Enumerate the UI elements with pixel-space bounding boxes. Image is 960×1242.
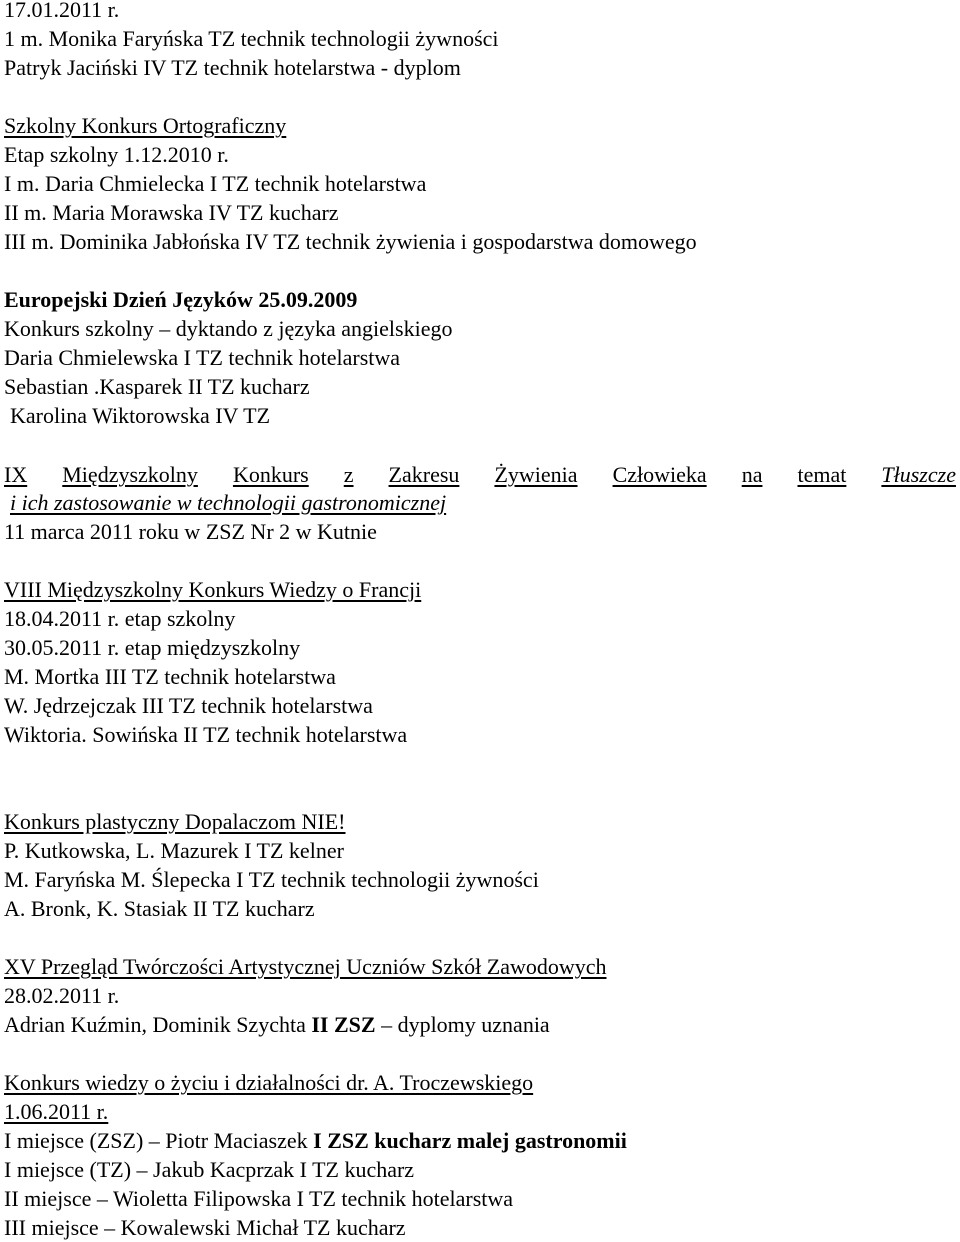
heading-word: na bbox=[741, 462, 763, 487]
contest-heading bbox=[4, 461, 956, 489]
date-line: 28.02.2011 r. bbox=[4, 983, 120, 1008]
contest-description: Konkurs szkolny – dyktando z języka angielskiego bbox=[4, 316, 453, 341]
stage-line: Etap szkolny 1.12.2010 r. bbox=[4, 142, 229, 167]
result-line: W. Jędrzejczak III TZ technik hotelarstwa bbox=[4, 693, 373, 718]
heading-word: temat bbox=[797, 462, 847, 487]
date-line: 1.06.2011 r. bbox=[4, 1099, 109, 1124]
heading-word: z bbox=[343, 462, 354, 487]
result-line: P. Kutkowska, L. Mazurek I TZ kelner bbox=[4, 838, 344, 863]
contest-heading: Szkolny Konkurs Ortograficzny bbox=[4, 113, 287, 138]
contest-heading: XV Przegląd Twórczości Artystycznej Uczniów Szkół Zawodowych bbox=[4, 954, 607, 979]
result-line: I miejsce (TZ) – Jakub Kacprzak I TZ kucharz bbox=[4, 1157, 415, 1182]
contest-details: 11 marca 2011 roku w ZSZ Nr 2 w Kutnie bbox=[4, 519, 377, 544]
date-line: 17.01.2011 r. bbox=[4, 0, 120, 22]
result-line: Patryk Jaciński IV TZ technik hotelarstwa - dyplom bbox=[4, 55, 461, 80]
result-line: 1 m. Monika Faryńska TZ technik technologii żywności bbox=[4, 26, 499, 51]
result-line bbox=[4, 1127, 627, 1155]
result-line: Sebastian .Kasparek II TZ kucharz bbox=[4, 374, 310, 399]
result-line: A. Bronk, K. Stasiak II TZ kucharz bbox=[4, 896, 315, 921]
result-class: I ZSZ kucharz malej gastronomii bbox=[313, 1128, 627, 1153]
contest-heading bbox=[4, 286, 357, 314]
heading-word: Konkurs bbox=[232, 462, 309, 487]
heading-word: IX bbox=[4, 462, 28, 487]
result-line: II miejsce – Wioletta Filipowska I TZ technik hotelarstwa bbox=[4, 1186, 514, 1211]
contest-heading-line2 bbox=[10, 489, 446, 517]
stage-line: 18.04.2011 r. etap szkolny bbox=[4, 606, 236, 631]
result-line: M. Mortka III TZ technik hotelarstwa bbox=[4, 664, 336, 689]
result-line: I m. Daria Chmielecka I TZ technik hotelarstwa bbox=[4, 171, 427, 196]
result-place: I miejsce (ZSZ) – Piotr Maciaszek bbox=[4, 1128, 314, 1153]
contest-topic: i ich zastosowanie w technologii gastronomicznej bbox=[10, 490, 447, 515]
result-line: III m. Dominika Jabłońska IV TZ technik żywienia i gospodarstwa domowego bbox=[4, 229, 697, 254]
heading-word: Człowieka bbox=[612, 462, 707, 487]
heading-topic-word: Tłuszcze bbox=[881, 462, 956, 487]
result-line bbox=[4, 1011, 550, 1039]
result-line: III miejsce – Kowalewski Michał TZ kucharz bbox=[4, 1215, 406, 1240]
result-names: Adrian Kuźmin, Dominik Szychta bbox=[4, 1012, 312, 1037]
result-line: II m. Maria Morawska IV TZ kucharz bbox=[4, 200, 339, 225]
contest-heading-text: Europejski Dzień Języków 25.09.2009 bbox=[4, 287, 358, 312]
heading-word: Zakresu bbox=[388, 462, 460, 487]
result-award: – dyplomy uznania bbox=[375, 1012, 550, 1037]
contest-heading: Konkurs wiedzy o życiu i działalności dr. A. Troczewskiego bbox=[4, 1070, 534, 1095]
result-line: Wiktoria. Sowińska II TZ technik hotelarstwa bbox=[4, 722, 408, 747]
result-school: II ZSZ bbox=[311, 1012, 376, 1037]
contest-heading: VIII Międzyszkolny Konkurs Wiedzy o Francji bbox=[4, 577, 422, 602]
heading-word: Międzyszkolny bbox=[62, 462, 198, 487]
heading-word: Żywienia bbox=[494, 462, 578, 487]
result-line: Karolina Wiktorowska IV TZ bbox=[10, 403, 271, 428]
result-line: Daria Chmielewska I TZ technik hotelarstwa bbox=[4, 345, 401, 370]
stage-line: 30.05.2011 r. etap międzyszkolny bbox=[4, 635, 301, 660]
result-line: M. Faryńska M. Ślepecka I TZ technik technologii żywności bbox=[4, 867, 539, 892]
contest-heading: Konkurs plastyczny Dopalaczom NIE! bbox=[4, 809, 346, 834]
